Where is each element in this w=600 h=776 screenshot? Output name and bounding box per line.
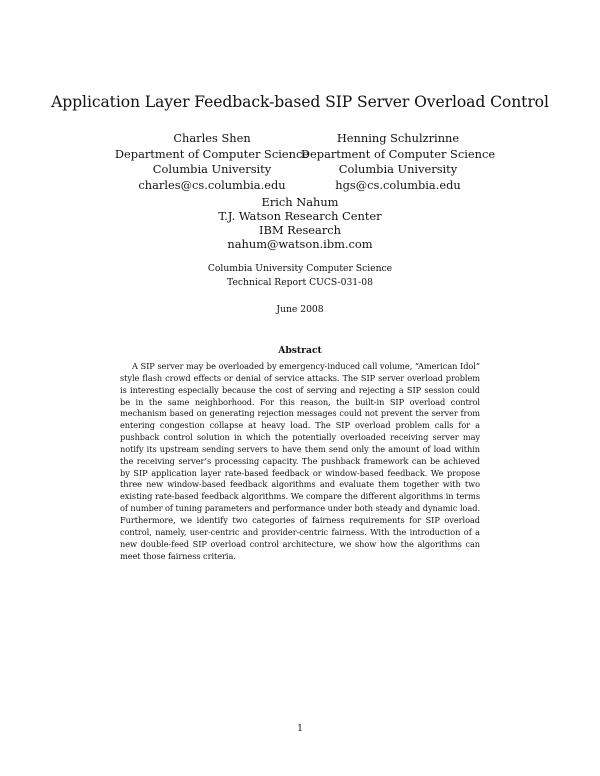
author-name: Erich Nahum [261,195,339,209]
author-email: hgs@cs.columbia.edu [335,177,461,192]
author-name: Charles Shen [173,131,251,145]
report-affiliation [0,262,600,289]
author-department: Department of Computer Science [300,146,496,161]
author-organization: IBM Research [258,223,341,237]
author-name: Henning Schulzrinne [336,131,460,145]
affiliation-line: Columbia University Computer Science [207,263,393,274]
report-date: June 2008 [276,304,324,315]
author-block-2 [288,131,508,193]
author-email: charles@cs.columbia.edu [138,177,286,192]
author-organization: Columbia University [152,162,272,176]
author-department: Department of Computer Science [114,146,310,161]
author-email: nahum@watson.ibm.com [227,237,373,251]
author-organization: Columbia University [338,162,458,176]
report-number: Technical Report CUCS-031-08 [227,276,373,288]
abstract-text: A SIP server may be overloaded by emergency-induced call volume, “American Idol” style flash crowd effects or denial of service attacks. The SIP server overload problem is interesting especially because the cost of serving and rejecting a SIP session could be in the same neighborhood. For this reason, the built-in SIP overload control mechanism based on generating rejection messages could not prevent the server from entering congestion collapse at heavy load. The SIP overload problem calls for a pushback control solution in which the potentially overloaded receiving server may notify its upstream sending servers to have them send only the amount of load within the receiving server’s processing capacity. The pushback framework can be achieved by SIP application layer rate-based feedback or window-based feedback. We propose three new window-based feedback algorithms and evaluate them together with two existing rate-based feedback algorithms. We compare the different algorithms in terms of number of tuning parameters and performance under both steady and dynamic load. Furthermore, we identify two categories of fairness requirements for SIP overload control, namely, user-centric and provider-centric fairness. With the introduction of a new double-feed SIP overload control architecture, we show how the algorithms can meet those fairness criteria. [120,361,480,561]
author-department: T.J. Watson Research Center [218,209,382,223]
author-block-3 [0,195,600,251]
abstract-heading: Abstract [278,345,322,356]
page-number: 1 [297,723,303,734]
paper-title: Application Layer Feedback-based SIP Server Overload Control [51,93,549,111]
